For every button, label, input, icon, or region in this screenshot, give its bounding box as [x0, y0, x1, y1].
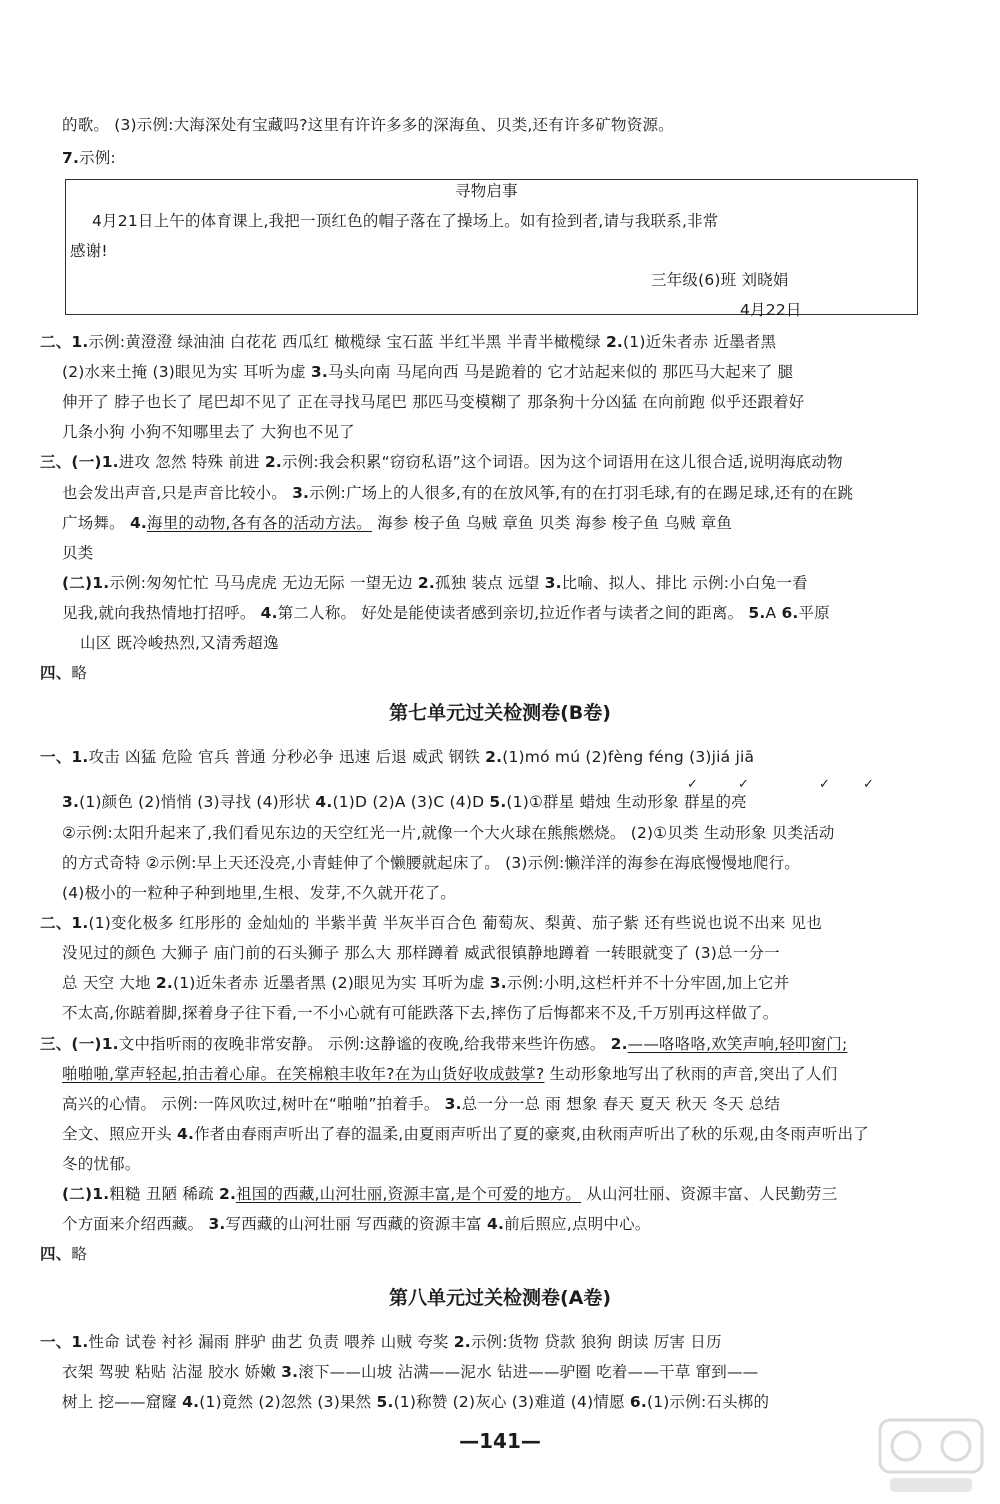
text-run: 海里的动物,各有各的活动方法。	[147, 514, 372, 532]
text-run: 啪啪啪,掌声轻起,拍击着心扉。在笑棉粮丰收年?在为山货好收成鼓掌?	[62, 1065, 545, 1083]
text-run: 5.	[748, 604, 766, 622]
text-run: 1.	[101, 453, 119, 471]
text-run: 前后照应,点明中心。	[504, 1215, 651, 1233]
answer-line	[40, 746, 754, 768]
text-run: 山区 既冷峻热烈,又清秀超逸	[80, 634, 279, 652]
text-run: 1.	[92, 574, 110, 592]
answer-line	[40, 451, 843, 473]
text-run: 1.	[92, 1185, 110, 1203]
text-run: 四、	[40, 664, 72, 682]
text-run: 3.	[62, 793, 80, 811]
text-run: 1.	[101, 1035, 119, 1053]
text-run: (1)变化极多 红彤彤的 金灿灿的 半紫半黄 半灰半百合色 葡萄灰、梨黄、茄子紫 还有些说也说不出来 见也	[88, 914, 823, 932]
section-heading-unit7b: 第七单元过关检测卷(B卷)	[389, 702, 611, 724]
answer-line	[62, 542, 93, 564]
text-run: 海参 梭子鱼 乌贼 章鱼 贝类 海参 梭子鱼 乌贼 章鱼	[371, 514, 733, 532]
answer-line	[40, 912, 822, 934]
text-run: 进攻 忽然 特殊 前进	[118, 453, 265, 471]
text-run: 2.	[610, 1035, 628, 1053]
text-run: 比喻、拟人、排比 示例:小白兔一看	[561, 574, 808, 592]
text-run: 4.	[260, 604, 278, 622]
answer-line	[62, 572, 808, 594]
text-run: 4.	[129, 514, 148, 532]
answer-line	[62, 1123, 869, 1145]
answer-line	[62, 852, 800, 874]
text-run: (二)	[62, 574, 93, 592]
text-run: 3.	[310, 363, 328, 381]
text-run: 衣架 驾驶 粘贴 沾湿 胶水 娇嫩	[62, 1363, 282, 1381]
text-run: 4.	[177, 1125, 195, 1143]
text-run: 从山河壮丽、资源丰富、人民勤劳三	[581, 1185, 838, 1203]
text-run: 高兴的心情。 示例:一阵风吹过,树叶在“啪啪”拍着手。	[62, 1095, 445, 1113]
answer-line	[62, 482, 853, 504]
text-run: 3.	[208, 1215, 226, 1233]
text-run: 3.	[544, 574, 562, 592]
text-run: 示例:广场上的人很多,有的在放风筝,有的在打羽毛球,有的在踢足球,还有的在跳	[309, 484, 854, 502]
answer-line	[62, 421, 355, 443]
text-run: A	[765, 604, 782, 622]
text-run: 性命 试卷 衬衫 漏雨 胖驴 曲艺 负责 喂养 山贼 夸奖	[88, 1333, 454, 1351]
check-mark: ✓	[819, 777, 830, 792]
text-run: 略	[71, 1245, 88, 1263]
text-run: 感谢!	[70, 242, 108, 260]
text-run: 示例:黄澄澄 绿油油 白花花 西瓜红 橄榄绿 宝石蓝 半红半黑 半青半橄榄绿	[88, 333, 606, 351]
text-run: 见我,就向我热情地打招呼。	[62, 604, 261, 622]
text-run: (1)示例:石头梆的	[646, 1393, 770, 1411]
text-run: (1)mó mú (2)fèng féng (3)jiá jiā	[502, 748, 755, 766]
text-run: 也会发出声音,只是声音比较小。	[62, 484, 293, 502]
text-run: ②示例:太阳升起来了,我们看见东边的天空红光一片,就像一个大火球在熊熊燃烧。 (2)①贝类 生动形象 贝类活动	[62, 824, 835, 842]
text-run: (一)	[71, 1035, 102, 1053]
text-run: 总一分一总 雨 想象 春天 夏天 秋天 冬天 总结	[461, 1095, 781, 1113]
text-run: 总 天空 大地	[62, 974, 156, 992]
text-run: 2.	[417, 574, 435, 592]
text-run: 4月22日	[740, 301, 802, 319]
answer-line	[62, 882, 456, 904]
text-run: (1)近朱者赤 近墨者黑 (2)眼见为实 耳听为虚	[172, 974, 490, 992]
text-run: 贝类	[62, 544, 94, 562]
text-run: 3.	[444, 1095, 462, 1113]
text-run: 6.	[781, 604, 799, 622]
text-run: 树上 挖——窟窿	[62, 1393, 183, 1411]
check-mark: ✓	[863, 777, 874, 792]
answer-line	[62, 1002, 778, 1024]
text-run: 不太高,你踮着脚,探着身子往下看,一不小心就有可能跌落下去,摔伤了后悔都来不及,千万别再这样做了。	[62, 1004, 779, 1022]
answer-line	[40, 662, 87, 684]
answer-line	[80, 632, 279, 654]
text-run: 孤独 装点 远望	[434, 574, 545, 592]
text-run: 三、	[40, 453, 72, 471]
answer-line	[62, 1153, 141, 1175]
check-mark: ✓	[687, 777, 698, 792]
text-run: 几条小狗 小狗不知哪里去了 大狗也不见了	[62, 423, 355, 441]
text-run: 示例:	[79, 149, 116, 167]
text-run: 1.	[71, 1333, 89, 1351]
answer-line	[40, 331, 776, 353]
text-run: 三年级(6)班 刘晓娟	[651, 271, 789, 289]
text-run: 2.	[264, 453, 282, 471]
text-run: 全文、照应开头	[62, 1125, 178, 1143]
answer-line	[62, 1361, 758, 1383]
text-run: 2.	[605, 333, 624, 351]
text-run: (1)颜色 (2)悄悄 (3)寻找 (4)形状	[79, 793, 316, 811]
text-run: 文中指听雨的夜晚非常安静。 示例:这静谧的夜晚,给我带来些许伤感。	[118, 1035, 611, 1053]
text-run: 示例:小明,这栏杆并不十分牢固,加上它并	[506, 974, 790, 992]
answer-line	[62, 114, 674, 136]
answer-line	[62, 512, 732, 534]
text-run: (二)	[62, 1185, 93, 1203]
page-number: —141—	[459, 1429, 541, 1453]
text-run: (一)	[71, 453, 102, 471]
text-run: 6.	[629, 1393, 647, 1411]
answer-line	[62, 1063, 837, 1085]
text-run: 生动形象地写出了秋雨的声音,突出了人们	[544, 1065, 838, 1083]
answer-line	[92, 210, 718, 232]
answer-line	[40, 1243, 87, 1265]
text-run: 祖国的西藏,山河壮丽,资源丰富,是个可爱的地方。	[236, 1185, 582, 1203]
answer-line	[62, 972, 789, 994]
answer-line	[62, 602, 830, 624]
text-run: 示例:匆匆忙忙 马马虎虎 无边无际 一望无边	[109, 574, 418, 592]
text-run: 3.	[489, 974, 507, 992]
text-run: 个方面来介绍西藏。	[62, 1215, 209, 1233]
text-run: 没见过的颜色 大狮子 庙门前的石头狮子 那么大 那样蹲着 威武很镇静地蹲着 一转眼就变了 (3)总一分一	[62, 944, 780, 962]
answer-line	[62, 1183, 837, 1205]
text-run: 3.	[292, 484, 310, 502]
text-run: 2.	[218, 1185, 237, 1203]
text-run: 寻物启事	[455, 182, 518, 200]
text-run: 2.	[453, 1333, 471, 1351]
text-run: 4.	[182, 1393, 200, 1411]
text-run: 二、	[40, 333, 72, 351]
text-run: (1)①群星 蜡烛 生动形象 群星的亮	[506, 793, 747, 811]
answer-line	[62, 1093, 780, 1115]
text-run: (1)D (2)A (3)C (4)D	[332, 793, 490, 811]
text-run: 广场舞。	[62, 514, 130, 532]
text-run: 3.	[281, 1363, 299, 1381]
text-run: 伸开了 脖子也长了 尾巴却不见了 正在寻找马尾巴 那匹马变模糊了 那条狗十分凶猛 在向前跑 似乎还跟着好	[62, 393, 805, 411]
text-run: 一、	[40, 748, 72, 766]
answer-line	[62, 822, 835, 844]
answer-line	[62, 391, 804, 413]
answer-line	[740, 299, 802, 321]
text-run: 2.	[155, 974, 173, 992]
text-run: 4月21日上午的体育课上,我把一顶红色的帽子落在了操场上。如有捡到者,请与我联系,非常	[92, 212, 719, 230]
text-run: 第二人称。 好处是能使读者感到亲切,拉近作者与读者之间的距离。	[277, 604, 749, 622]
text-run: (1)近朱者赤 近墨者黑	[623, 333, 777, 351]
text-run: 冬的忧郁。	[62, 1155, 141, 1173]
watermark-logo	[876, 1416, 986, 1498]
text-run: 作者由春雨声听出了春的温柔,由夏雨声听出了夏的豪爽,由秋雨声听出了秋的乐观,由冬雨声听出了	[194, 1125, 869, 1143]
text-run: 的歌。 (3)示例:大海深处有宝藏吗?这里有许许多多的深海鱼、贝类,还有许多矿物资源。	[62, 116, 674, 134]
text-run: 4.	[486, 1215, 505, 1233]
text-run: 二、	[40, 914, 72, 932]
text-run: 示例:货物 贷款 狼狗 朗读 厉害 日历	[470, 1333, 722, 1351]
answer-line	[455, 180, 518, 202]
text-run: 马头向南 马尾向西 马是跪着的 它才站起来似的 那匹马大起来了 腿	[327, 363, 794, 381]
answer-line	[40, 1331, 722, 1353]
text-run: 攻击 凶猛 危险 官兵 普通 分秒必争 迅速 后退 威武 钢铁	[88, 748, 486, 766]
text-run: 1.	[71, 748, 89, 766]
text-run: (1)竟然 (2)忽然 (3)果然	[199, 1393, 377, 1411]
answer-line	[62, 1391, 769, 1413]
text-run: 写西藏的山河壮丽 写西藏的资源丰富	[225, 1215, 487, 1233]
answer-line	[62, 1213, 651, 1235]
answer-line	[40, 1033, 847, 1055]
text-run: (1)称赞 (2)灰心 (3)难道 (4)情愿	[393, 1393, 630, 1411]
check-mark: ✓	[738, 777, 749, 792]
text-run: 1.	[71, 914, 89, 932]
answer-line	[651, 269, 789, 291]
answer-line	[70, 240, 108, 262]
text-run: 四、	[40, 1245, 72, 1263]
section-heading-unit8a: 第八单元过关检测卷(A卷)	[388, 1287, 612, 1309]
text-run: 示例:我会积累“窃窃私语”这个词语。因为这个词语用在这儿很合适,说明海底动物	[281, 453, 843, 471]
text-run: 略	[71, 664, 88, 682]
text-run: (2)水来土掩 (3)眼见为实 耳听为虚	[62, 363, 311, 381]
text-run: 5.	[376, 1393, 394, 1411]
answer-line	[62, 361, 793, 383]
text-run: 平原	[798, 604, 830, 622]
text-run: (4)极小的一粒种子种到地里,生根、发芽,不久就开花了。	[62, 884, 456, 902]
answer-line	[62, 147, 116, 169]
text-run: 的方式奇特 ②示例:早上天还没亮,小青蛙伸了个懒腰就起床了。 (3)示例:懒洋洋的海参在海底慢慢地爬行。	[62, 854, 800, 872]
text-run: 滚下——山坡 沾满——泥水 钻进——驴圈 吃着——干草 窜到——	[298, 1363, 759, 1381]
text-run: 一、	[40, 1333, 72, 1351]
answer-line	[62, 791, 747, 813]
text-run: 7.	[62, 149, 80, 167]
text-run: 2.	[485, 748, 503, 766]
text-run: 粗糙 丑陋 稀疏	[109, 1185, 219, 1203]
text-run: 4.	[315, 793, 333, 811]
text-run: 三、	[40, 1035, 72, 1053]
text-run: 1.	[71, 333, 89, 351]
text-run: ——咯咯咯,欢笑声响,轻叩窗门;	[627, 1035, 848, 1053]
answer-line	[62, 942, 780, 964]
text-run: 5.	[489, 793, 507, 811]
